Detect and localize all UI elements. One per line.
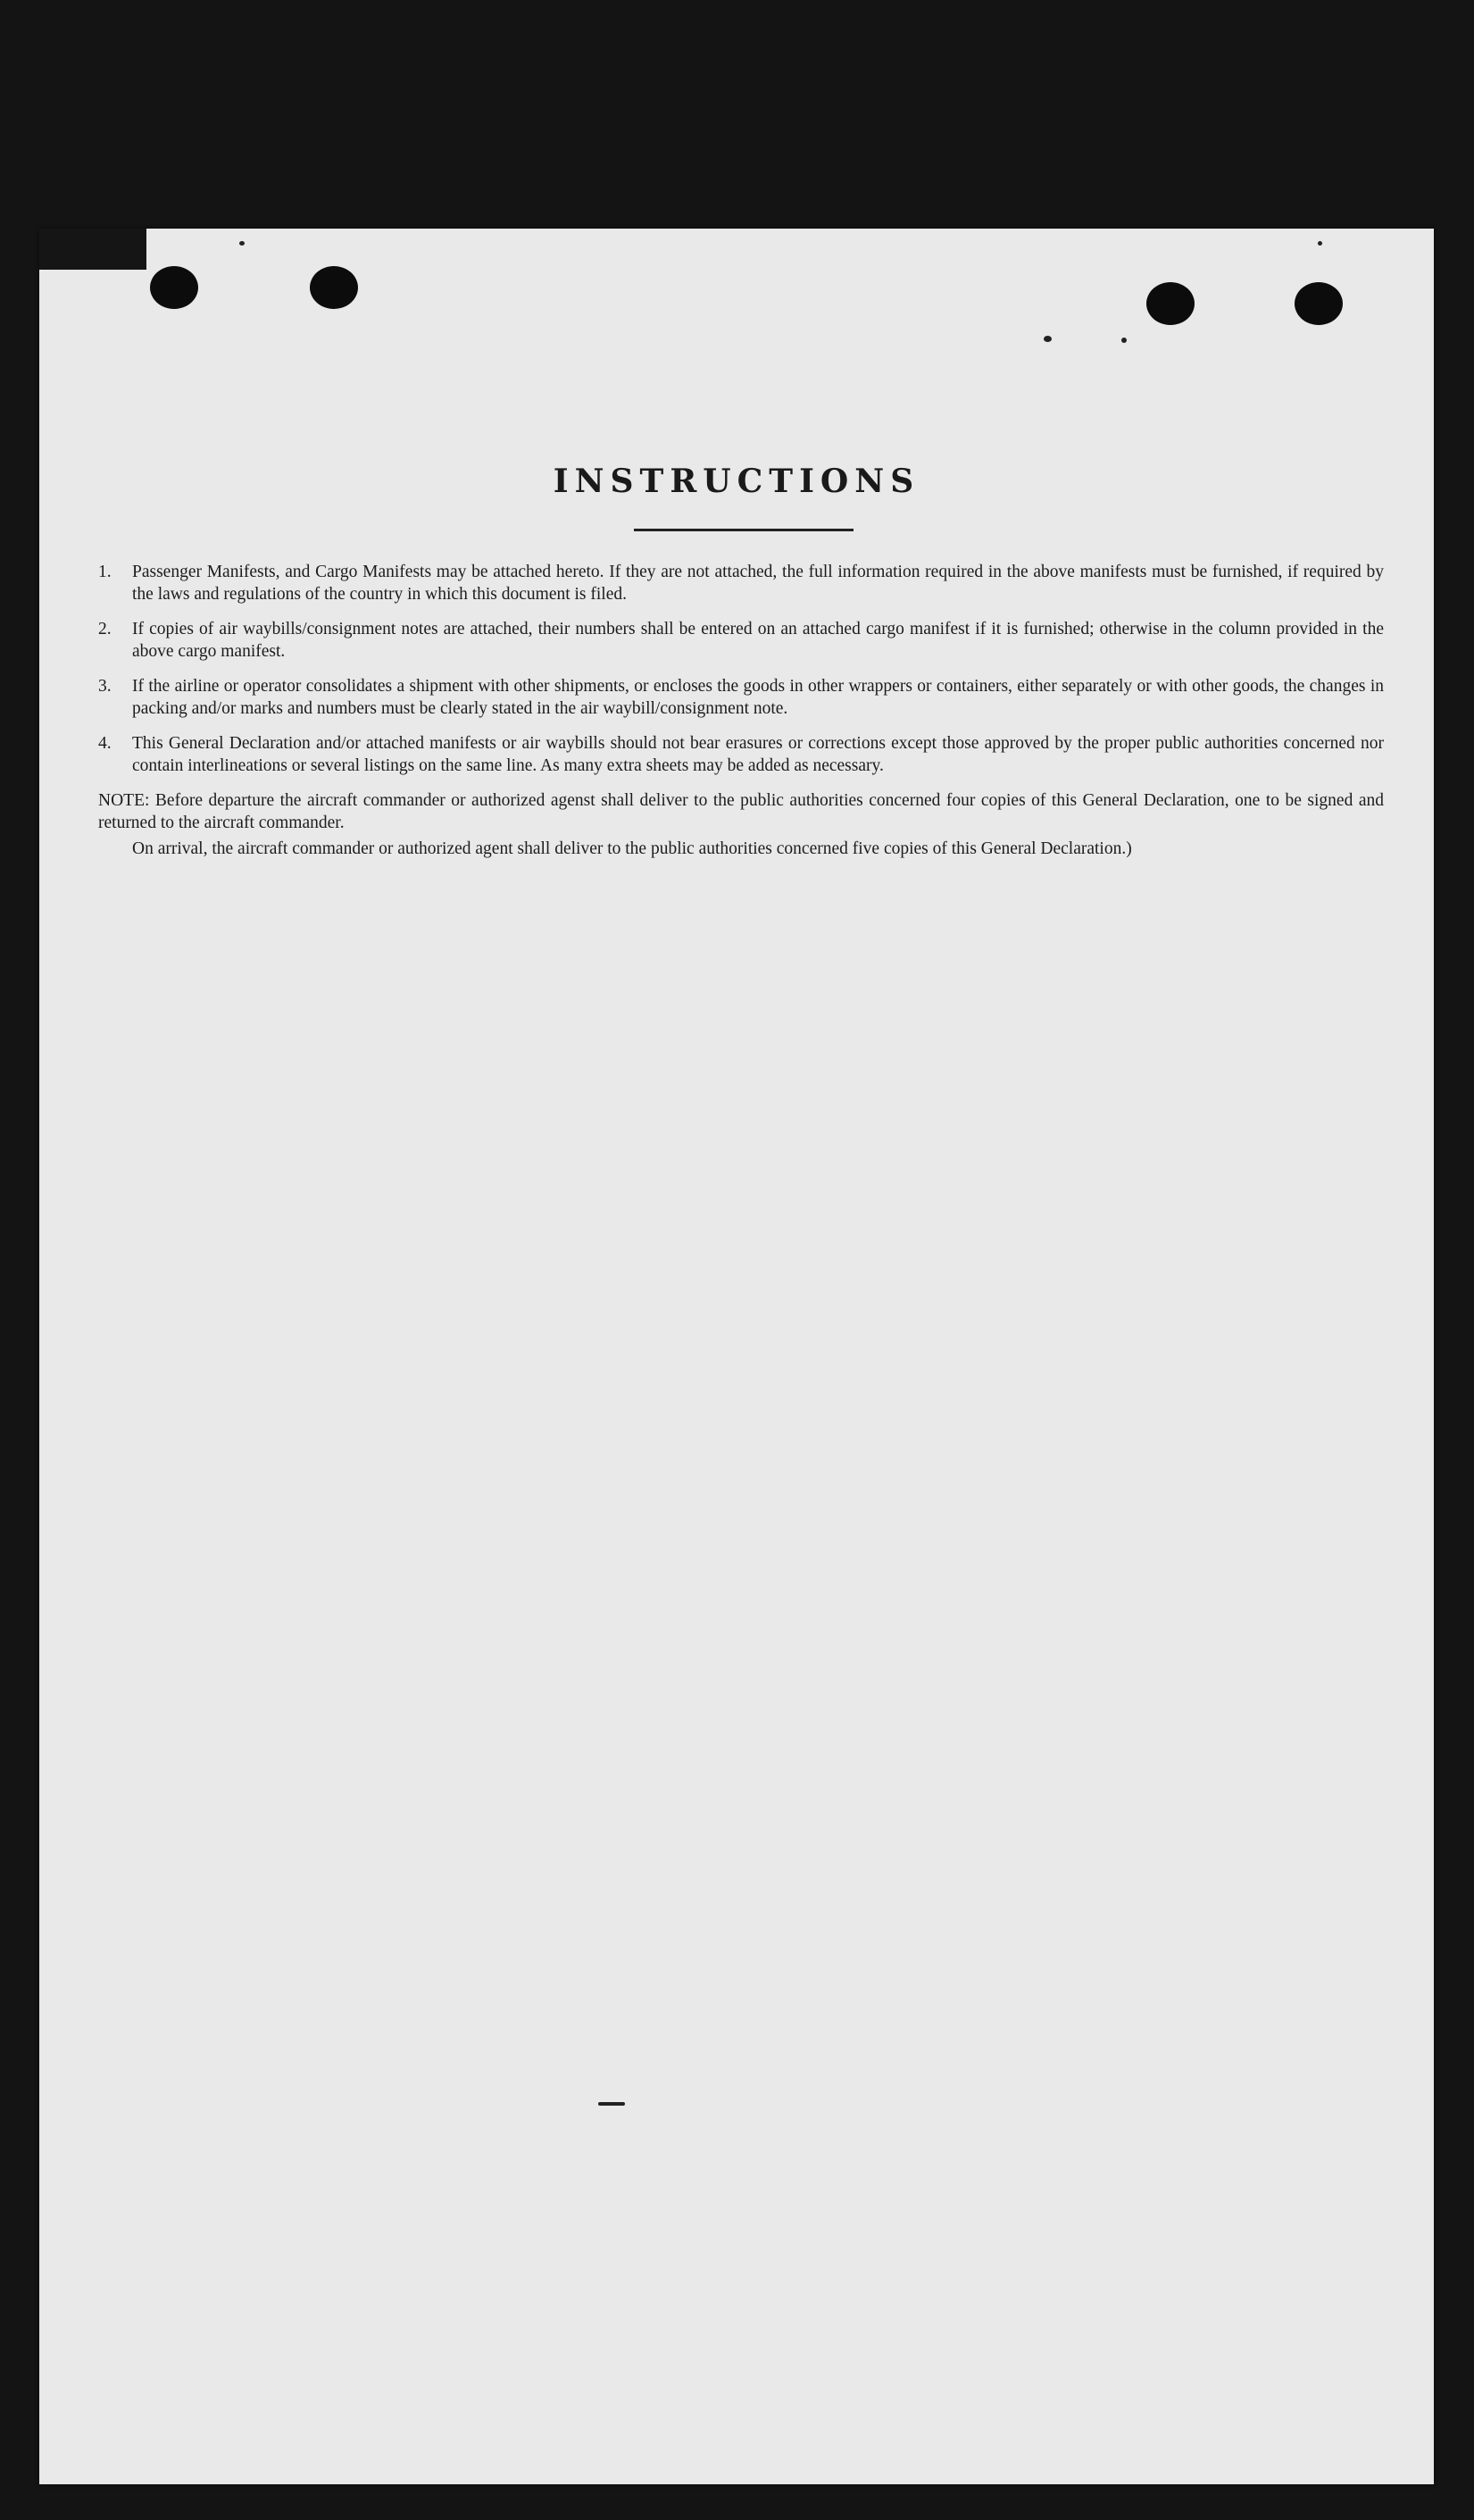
paper-sheet bbox=[39, 229, 1434, 2484]
instruction-number: 1. bbox=[98, 563, 112, 581]
instruction-number: 3. bbox=[98, 677, 112, 696]
note-first bbox=[98, 789, 1384, 834]
title-underline bbox=[634, 529, 854, 531]
note-label: NOTE: bbox=[98, 791, 150, 810]
paper-tab bbox=[39, 229, 146, 270]
punch-hole bbox=[1146, 282, 1195, 325]
instruction-text: This General Declaration and/or attached manifests or air waybills should not bear erasures or corrections except those approved by the proper public authorities concerned nor contain interlineations or several listings on the same line. As many extra sheets may be added as necessary. bbox=[132, 734, 1384, 775]
note-first-text: Before departure the aircraft commander or authorized agenst shall deliver to the public authorities concerned four copies of this General Declaration, one to be signed and returned to the aircraft commander. bbox=[98, 791, 1384, 832]
instruction-item bbox=[98, 561, 1384, 605]
instruction-item bbox=[98, 732, 1384, 777]
speck bbox=[598, 2102, 625, 2106]
note-second: On arrival, the aircraft commander or authorized agent shall deliver to the public authorities concerned five copies of this General Declaration.) bbox=[132, 839, 1132, 858]
instruction-item bbox=[98, 675, 1384, 720]
speck bbox=[239, 241, 245, 246]
instructions-body bbox=[98, 561, 1384, 860]
instruction-number: 4. bbox=[98, 734, 112, 753]
instruction-text: If the airline or operator consolidates a shipment with other shipments, or encloses the goods in other wrappers or containers, either separately or with other goods, the changes in packing and/or marks and numbers must be clearly stated in the air waybill/consignment note. bbox=[132, 677, 1384, 718]
punch-hole bbox=[150, 266, 198, 309]
speck bbox=[1121, 338, 1127, 343]
instruction-text: If copies of air waybills/consignment notes are attached, their numbers shall be entered on an attached cargo manifest if it is furnished; otherwise in the column provided in the above cargo manifest. bbox=[132, 620, 1384, 661]
punch-hole bbox=[1295, 282, 1343, 325]
speck bbox=[1044, 336, 1052, 342]
instruction-text: Passenger Manifests, and Cargo Manifests may be attached hereto. If they are not attached, the full information required in the above manifests must be furnished, if required by the laws and regulations of the country in which this document is filed. bbox=[132, 563, 1384, 604]
instruction-item bbox=[98, 618, 1384, 663]
punch-hole bbox=[310, 266, 358, 309]
instructions-title: INSTRUCTIONS bbox=[553, 463, 920, 500]
note-block bbox=[98, 789, 1384, 860]
speck bbox=[1318, 241, 1322, 246]
instruction-number: 2. bbox=[98, 620, 112, 638]
